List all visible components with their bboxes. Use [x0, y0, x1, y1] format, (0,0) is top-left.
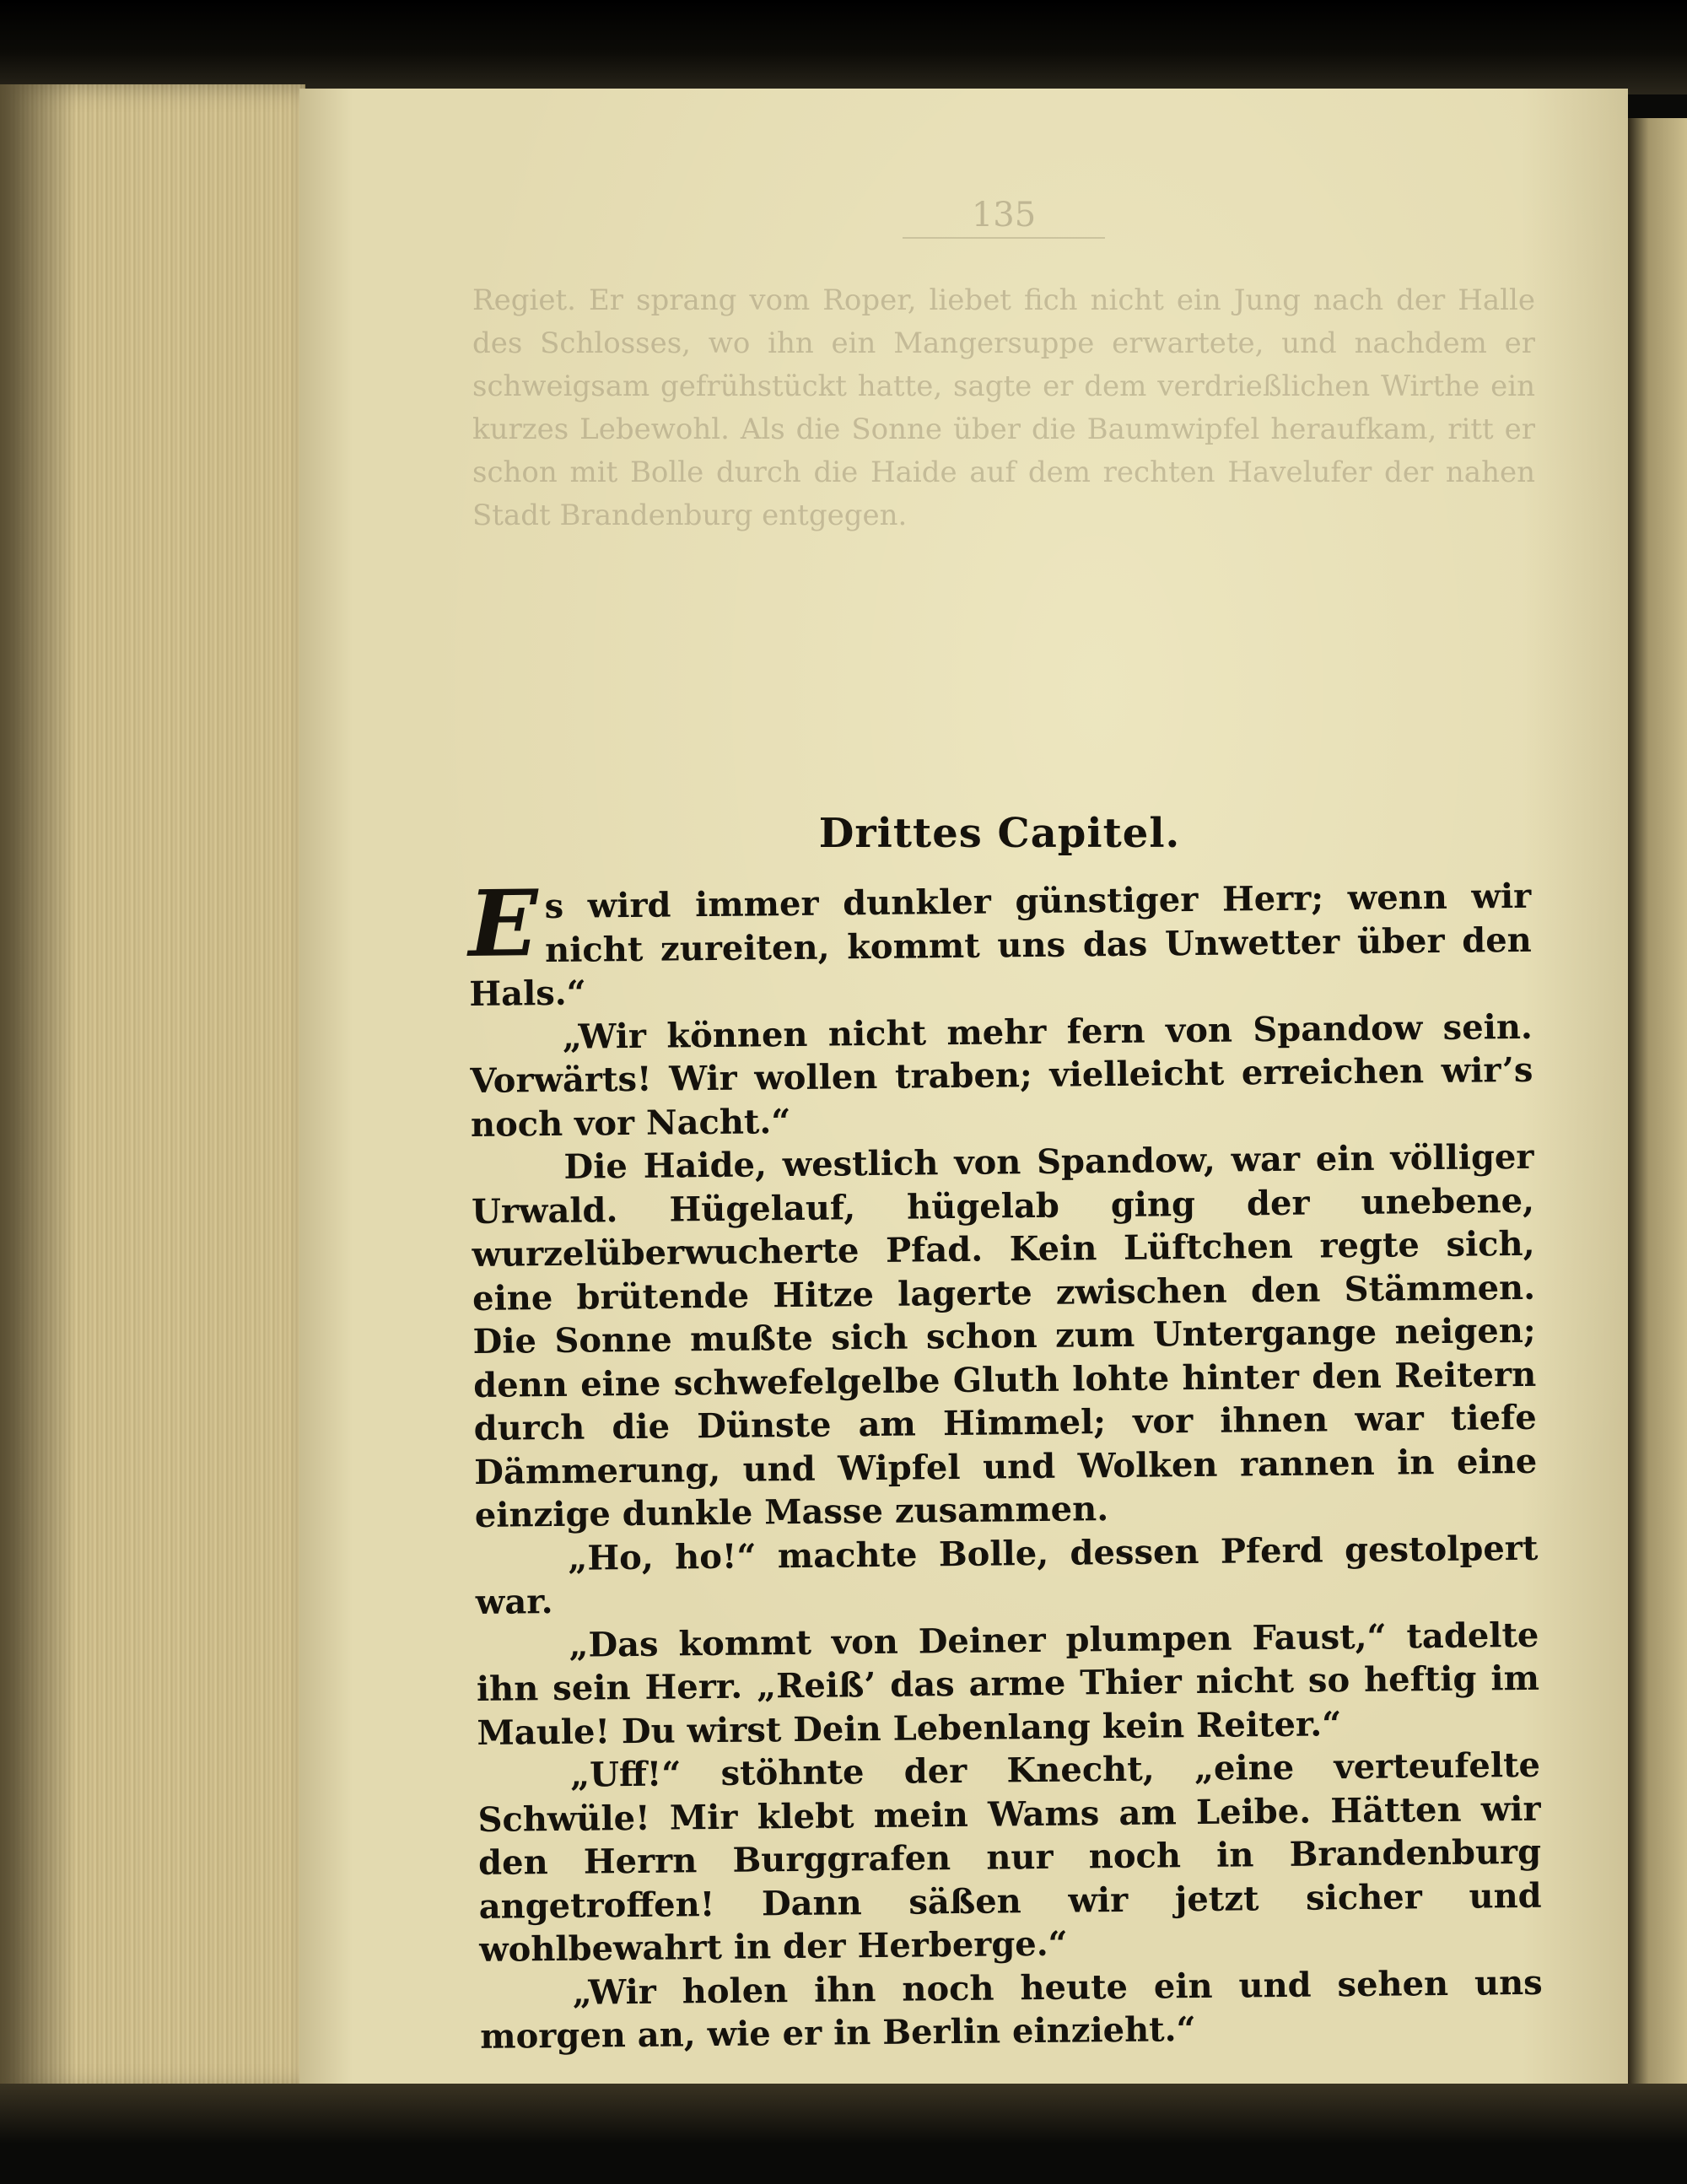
paragraph-2: „Wir können nicht mehr fern von Spandow sein. Vorwärts! Wir wollen traben; vielleicht erreichen wir’s noch vor Nacht.“: [470, 1006, 1533, 1145]
adjacent-page-edge: [1628, 118, 1687, 2092]
bleed-page-number: 135: [903, 194, 1105, 239]
dark-top-band: [0, 0, 1687, 94]
paragraph-1: [467, 871, 1533, 1017]
bottom-shadow: [0, 2084, 1687, 2184]
paragraph-1-text: s wird immer dunkler günstiger Herr; wenn wir nicht zureiten, kommt uns das Unwetter über den Hals.“: [469, 876, 1532, 1014]
page-edges-shadow: [0, 84, 76, 2092]
paragraph-3: Die Haide, westlich von Spandow, war ein völliger Urwald. Hügelauf, hügelab ging der unebene, wurzelüberwucherte Pfad. Kein Lüftchen regte sich, eine brütende Hitze lagerte zwischen den Stämmen. Die Sonne mußte sich schon zum Untergange neigen; denn eine schwefelgelbe Gluth lohte hinter den Reitern durch die Dünste am Himmel; vor ihnen war tiefe Dämmerung, und Wipfel und Wolken rannen in eine einzige dunkle Masse zusammen.: [471, 1136, 1538, 1535]
body-text: [467, 871, 1543, 2059]
drop-cap: E: [467, 871, 539, 978]
bleed-paragraph: Regiet. Er sprang vom Roper, liebet fich nicht ein Jung nach der Halle des Schlosses, wo ihn ein Mangersuppe erwartete, und nachdem er schweigsam gefrühstückt hatte, sagte er dem verdrießlichen Wirthe ein kurzes Lebewohl. Als die Sonne über die Baumwipfel heraufkam, ritt er schon mit Bolle durch die Haide auf dem rechten Havelufer der nahen Stadt Brandenburg entgegen.: [472, 283, 1535, 532]
chapter-title: Drittes Capitel.: [818, 810, 1181, 857]
bleed-through-text: [472, 196, 1535, 537]
paragraph-5: „Das kommt von Deiner plumpen Faust,“ tadelte ihn sein Herr. „Reiß’ das arme Thier nicht so heftig im Maule! Du wirst Dein Lebenlang kein Reiter.“: [476, 1615, 1540, 1753]
paragraph-7: „Wir holen ihn noch heute ein und sehen uns morgen an, wie er in Berlin einzieht.“: [480, 1962, 1543, 2057]
paragraph-6: „Uff!“ stöhnte der Knecht, „eine verteufelte Schwüle! Mir klebt mein Wams am Leibe. Hätten wir den Herrn Burggrafen nur noch in Brandenburg angetroffen! Dann säßen wir jetzt sicher und wohlbewahrt in der Herberge.“: [477, 1745, 1542, 1970]
paragraph-4: „Ho, ho!“ machte Bolle, dessen Pferd gestolpert war.: [475, 1528, 1539, 1622]
